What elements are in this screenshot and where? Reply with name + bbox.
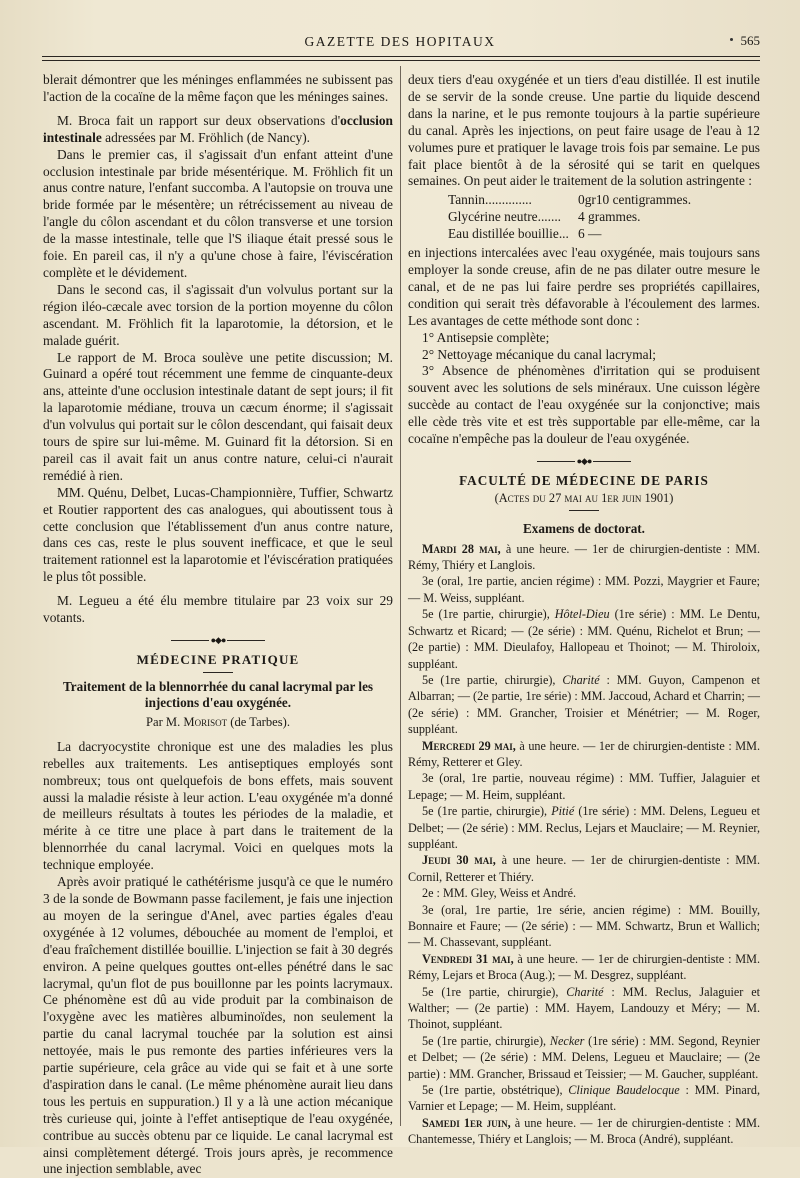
text-run-italic: Charité	[566, 984, 604, 999]
paragraph: deux tiers d'eau oxygénée et un tiers d'eau distillée. Il est inutile de se servir de la sonde creuse. Une partie du liquide descend dans la narine, et le pus remonte toujours à la partie supérieure du canal. Après les injections, on peut faire usage de l'eau à 12 volumes pure et pratiquer le lavage trois fois par semaine. Le pus fait place bientôt à de la sérosité qui se tarit en quelques semaines. On peut aider le traitement de la solution astringente :	[408, 72, 760, 189]
text-run: 5e (1re partie, chirurgie),	[422, 804, 552, 819]
text-run: M. Broca fait un rapport sur deux observations d'	[57, 112, 341, 128]
text-run: (de Tarbes).	[227, 714, 291, 729]
exam-date: Jeudi 30 mai,	[422, 853, 496, 868]
short-rule	[569, 510, 599, 511]
text-run: à une heure. — 1er de chirurgien-dentiste : MM. Cornil, Retterer et Thiéry.	[408, 853, 760, 884]
journal-title: GAZETTE DES HOPITAUX	[304, 34, 496, 49]
paragraph: MM. Quénu, Delbet, Lucas-Championnière, Tuffier, Schwartz et Routier rapportent des cas analogues, qui aboutissent tous à cette conclusion que l'établissement d'un anus contre nature, dans ces cas, reste le plus souvent inefficace, et que le seul traitement rationnel est la laparotomie et l'éviscération pratiquées le plus tôt possible.	[43, 484, 393, 585]
text-run: (1re série) : MM. Le Dentu, Schwartz et Ricard; — (2e série) : MM. Quénu, Richelot et Brun; — (2e partie) : MM. Dieulafoy, Hallopeau et Thoinot; — M. Thiroloix, suppléant.	[408, 607, 760, 671]
text-run-bold: occlusion intestinale	[43, 112, 393, 145]
paragraph: La dacryocystite chronique est une des maladies les plus rebelles aux traitements. Les antiseptiques employés sont nombreux; tous ont quelquefois de bons effets, mais souvent aussi la maladie résiste à leur action. L'eau oxygénée m'a donné de meilleurs résultats à toutes les périodes de la maladie, et mérite à ce titre une place à part dans le traitement de la blennorrhée du canal lacrymal. Voici en quelques mots la technique employée.	[43, 738, 393, 873]
paragraph: M. Legueu a été élu membre titulaire par 23 voix sur 29 votants.	[43, 593, 393, 626]
list-item: 2° Nettoyage mécanique du canal lacrymal;	[422, 346, 657, 362]
exam-entry: 3e (oral, 1re partie, ancien régime) : MM. Pozzi, Maygrier et Faure; — M. Weiss, suppléant.	[408, 574, 760, 605]
exam-entry	[408, 852, 760, 885]
text-run: : MM. Reclus, Jalaguier et Walther; — (2e partie) : MM. Hayem, Landouzy et Méry; — M. Thoinot, suppléant.	[408, 984, 760, 1032]
exam-entry: 3e (oral, 1re partie, nouveau régime) : MM. Tuffier, Jalaguier et Lepage; — M. Heim, suppléant.	[408, 771, 760, 802]
exam-date: Samedi 1er juin,	[422, 1115, 511, 1130]
text-run-italic: Hôtel-Dieu	[554, 607, 610, 622]
short-rule	[203, 672, 233, 673]
byline	[43, 714, 393, 731]
header-rule	[42, 56, 760, 61]
exam-entry	[408, 606, 760, 672]
text-run: : MM. Pinard, Varnier et Lepage; — M. Heim, suppléant.	[408, 1083, 760, 1114]
section-title: MÉDECINE PRATIQUE	[136, 652, 300, 667]
exam-date: Mardi 28 mai,	[422, 541, 501, 556]
exam-entry	[408, 1082, 760, 1115]
exam-entry	[408, 541, 760, 574]
page-header	[40, 30, 760, 52]
column-divider	[400, 66, 401, 1126]
ornament-dot	[730, 38, 733, 41]
exam-entry	[408, 951, 760, 984]
text-run: à une heure. — 1er de chirurgien-dentiste : MM. Rémy, Thiéry et Langlois.	[408, 541, 760, 573]
ingredient: Glycérine neutre.......	[448, 209, 562, 225]
exam-date: Mercredi 29 mai,	[422, 738, 516, 753]
list-item: 3° Absence de phénomènes d'irritation qui se produisent souvent avec les solutions de sels minéraux. Une cuisson légère succède au contact de l'eau oxygénée sur la conjonctive; mais elle cède très vite et est très supportable par elle-même, car la cocaïne n'empêche pas la douleur de l'eau oxygénée.	[408, 363, 760, 447]
paragraph: Après avoir pratiqué le cathétérisme jusqu'à ce que le numéro 3 de la sonde de Bowmann passe facilement, je fais une injection au moyen de la seringue d'Anel, avec parties égales d'eau oxygénée à 12 volumes, débouchée au moment de l'emploi, et d'eau fraîchement distillée bouillie. L'injection se fait à 30 degrés environ. A peine quelques gouttes ont-elles pénétré dans le sac lacrymal, qu'un flot de pus bouillonne par les points lacrymaux. Ce phénomène est dû au vide produit par la combinaison de l'oxygène avec les matières albuminoïdes, non seulement la partie du canal lacrymal touchée par la solution est ainsi nettoyée, mais le pus remonte des parties inférieures vers la partie supérieure, cela grâce au vide qui se fait et à une sorte d'aspiration dans le canal. (Le même phénomène aurait lieu dans tous les pertuis en suppuration.) Il y a là une action mécanique très curieuse qui, jointe à l'effet antiseptique de l'eau oxygénée, contribue au succès obtenu par ce liquide. Le canal lacrymal est ainsi complètement détergé. Trois jours après, je recommence une injection semblable, avec	[43, 874, 393, 1177]
ingredient: Eau distillée bouillie...	[448, 226, 569, 242]
text-run-italic: Charité	[562, 672, 600, 687]
section-subtitle: (Actes du 27 mai au 1er juin 1901)	[494, 490, 674, 505]
text-run: 5e (1re partie, chirurgie),	[422, 1033, 550, 1048]
exam-entry	[408, 1033, 760, 1082]
paragraph: Dans le second cas, il s'agissait d'un volvulus portant sur la région iléo-cæcale avec torsion de la portion moyenne du côlon ascendant. M. Fröhlich fit la laparotomie, la détorsion, et le malade guérit.	[43, 281, 393, 348]
exam-entry: 3e (oral, 1re partie, 1re série, ancien régime) : MM. Bouilly, Bonnaire et Faure; — (2e série) : — MM. Schwartz, Brun et Wallich; — M. Chassevant, suppléant.	[408, 902, 760, 950]
exam-list	[408, 541, 760, 1148]
exam-date: Vendredi 31 mai,	[422, 951, 514, 966]
text-run: Par M.	[145, 714, 184, 729]
paragraph	[43, 113, 393, 147]
left-column	[43, 72, 393, 1178]
text-run: : MM. Guyon, Campenon et Albarran; — (2e partie, 1re série) : MM. Jaccoud, Achard et Charrin; — (2e série) : MM. Grancher, Troisier et Ménétrier; — M. Roger, suppléant.	[408, 672, 760, 737]
right-column	[408, 72, 760, 1148]
recipe-line	[448, 192, 760, 209]
text-run: 5e (1re partie, obstétrique),	[422, 1083, 569, 1098]
paragraph: Dans le premier cas, il s'agissait d'un enfant atteint d'une occlusion intestinale par bride mésentérique. M. Fröhlich fit un anus contre nature, l'enfant succomba. A l'autopsie on trouva une bride formée par le mésentère; un rétrécissement au niveau de l'angle du côlon ascendant et du côlon transverse et une torsion de la masse intestinale, telle que l'S iliaque était pressé sous le foie. En pareil cas, il n'y a qu'une chose à faire, l'éviscération complète et le dévidement.	[43, 146, 393, 280]
ingredient: Tannin..............	[448, 192, 532, 208]
section-title: FACULTÉ DE MÉDECINE DE PARIS	[459, 472, 709, 488]
paragraph: blerait démontrer que les méninges enflammées ne subissent pas l'action de la cocaïne de la même façon que les méninges saines.	[43, 72, 393, 104]
recipe-line	[448, 226, 760, 243]
text-run: à une heure. — 1er de chirurgien-dentiste : MM. Rémy, Retterer et Gley.	[408, 738, 760, 769]
exam-entry	[408, 672, 760, 738]
recipe-list	[448, 192, 760, 243]
exam-entry	[408, 984, 760, 1033]
exam-entry	[408, 1115, 760, 1148]
subsection-title: Examens de doctorat.	[523, 520, 645, 536]
text-run-italic: Necker	[549, 1033, 585, 1048]
text-run: 5e (1re partie, chirurgie),	[422, 984, 567, 999]
text-run: à une heure. — 1er de chirurgien-dentiste : MM. Chantemesse, Thiéry et Langlois; — M. Broca (André), suppléant.	[408, 1115, 760, 1147]
text-run: 5e (1re partie, chirurgie),	[422, 607, 555, 622]
section-separator: ●◆●	[408, 457, 760, 466]
exam-entry	[408, 803, 760, 852]
exam-entry	[408, 738, 760, 771]
quantity: 0gr10 centigrammes.	[578, 192, 692, 208]
article-title: Traitement de la blennorrhée du canal lacrymal par les injections d'eau oxygénée.	[62, 678, 374, 711]
quantity: 6 —	[578, 226, 602, 242]
text-run: à une heure. — 1er de chirurgien-dentiste : MM. Rémy, Lejars et Broca (Aug.); — M. Desgrez, suppléant.	[408, 951, 760, 983]
paragraph: en injections intercalées avec l'eau oxygénée, mais toujours sans employer la sonde creuse, afin de ne pas dilater outre mesure le canal, et de ne pas lui faire perdre ses propriétés capillaires, condition qui serait très défavorable à l'écoulement des larmes. Les avantages de cette méthode sont donc :	[408, 245, 760, 328]
page-number: 565	[740, 33, 760, 48]
text-run-italic: Pitié	[551, 804, 575, 819]
text-run: (1re série) : MM. Delens, Legueu et Delbet; — (2e série) : MM. Reclus, Lejars et Mauclaire; — M. Reynier, suppléant.	[408, 804, 760, 851]
list-item: 1° Antisepsie complète;	[422, 329, 550, 345]
text-run: (1re série) : MM. Segond, Reynier et Delbet; — (2e série) : MM. Delens, Legueu et Mauclaire; — (2e partie) : MM. Grancher, Brissaud et Teissier; — M. Gaucher, suppléant.	[408, 1033, 760, 1081]
author-name: Morisot	[183, 714, 228, 729]
section-separator: ●◆●	[43, 636, 393, 645]
quantity: 4 grammes.	[578, 209, 641, 225]
text-run: adressées par M. Fröhlich (de Nancy).	[101, 129, 311, 145]
recipe-line	[448, 209, 760, 226]
exam-entry: 2e : MM. Gley, Weiss et André.	[422, 886, 577, 901]
paragraph: Le rapport de M. Broca soulève une petite discussion; M. Guinard a opéré tout récemment une femme de cinquante-deux ans, atteinte d'une occlusion intestinale datant de sept jours; il fit la laparotomie médiane, trouva un cæcum énorme; il s'agissait d'un volvulus qui portait sur le côlon descendant, qui faisait deux tours de spire sur lui-même. M. Guinard fit la détorsion. Si en pareil cas il avait fait un anus contre nature, celui-ci n'aurait remédié à rien.	[43, 349, 393, 483]
text-run: 5e (1re partie, chirurgie),	[422, 672, 563, 687]
text-run-italic: Clinique Baudelocque	[568, 1083, 680, 1098]
